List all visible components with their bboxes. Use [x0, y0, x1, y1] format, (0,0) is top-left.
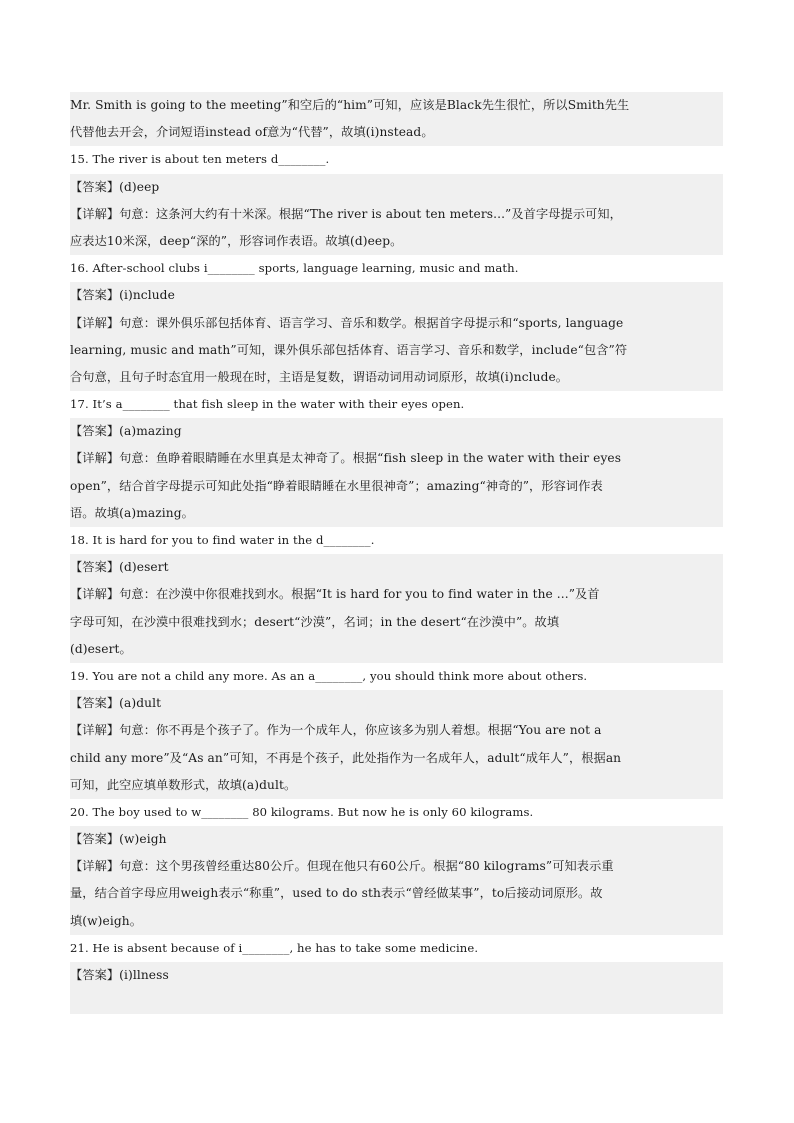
answer-17: 【答案】(a)mazing — [70, 418, 723, 445]
question-16: 16. After-school clubs i________ sports, language learning, music and math. — [70, 255, 723, 282]
explanation-18-line: (d)esert。 — [70, 636, 723, 663]
explanation-17-line: 语。故填(a)mazing。 — [70, 500, 723, 527]
question-18: 18. It is hard for you to find water in the d________. — [70, 527, 723, 554]
document-body — [70, 92, 723, 1014]
explanation-15-line: 【详解】句意：这条河大约有十米深。根据“The river is about ten meters...”及首字母提示可知， — [70, 201, 723, 228]
explanation-17-line: 【详解】句意：鱼睁着眼睛睡在水里真是太神奇了。根据“fish sleep in the water with their eyes — [70, 445, 723, 472]
answer-16: 【答案】(i)nclude — [70, 282, 723, 309]
question-19: 19. You are not a child any more. As an a________, you should think more about others. — [70, 663, 723, 690]
answer-15: 【答案】(d)eep — [70, 174, 723, 201]
explanation-16-line: learning, music and math”可知，课外俱乐部包括体育、语言学习、音乐和数学，include“包含”符 — [70, 337, 723, 364]
answer-21: 【答案】(i)llness — [70, 962, 723, 989]
explanation-line: Mr. Smith is going to the meeting”和空后的“him”可知，应该是Black先生很忙，所以Smith先生 — [70, 92, 723, 119]
explanation-18-line: 【详解】句意：在沙漠中你很难找到水。根据“It is hard for you to find water in the ...”及首 — [70, 581, 723, 608]
question-15: 15. The river is about ten meters d________. — [70, 146, 723, 173]
answer-20: 【答案】(w)eigh — [70, 826, 723, 853]
explanation-19-line: 可知，此空应填单数形式，故填(a)dult。 — [70, 772, 723, 799]
question-21: 21. He is absent because of i________, he has to take some medicine. — [70, 935, 723, 962]
explanation-21-placeholder — [70, 989, 723, 1014]
question-20: 20. The boy used to w________ 80 kilograms. But now he is only 60 kilograms. — [70, 799, 723, 826]
explanation-20-line: 填(w)eigh。 — [70, 908, 723, 935]
explanation-15-line: 应表达10米深，deep“深的”，形容词作表语。故填(d)eep。 — [70, 228, 723, 255]
explanation-18-line: 字母可知，在沙漠中很难找到水；desert“沙漠”，名词；in the desert“在沙漠中”。故填 — [70, 609, 723, 636]
question-17: 17. It’s a________ that fish sleep in the water with their eyes open. — [70, 391, 723, 418]
explanation-16-line: 合句意，且句子时态宜用一般现在时，主语是复数，谓语动词用动词原形，故填(i)nclude。 — [70, 364, 723, 391]
explanation-16-line: 【详解】句意：课外俱乐部包括体育、语言学习、音乐和数学。根据首字母提示和“sports, language — [70, 310, 723, 337]
explanation-20-line: 【详解】句意：这个男孩曾经重达80公斤。但现在他只有60公斤。根据“80 kilograms”可知表示重 — [70, 853, 723, 880]
explanation-line: 代替他去开会，介词短语instead of意为“代替”，故填(i)nstead。 — [70, 119, 723, 146]
explanation-17-line: open”，结合首字母提示可知此处指“睁着眼睛睡在水里很神奇”；amazing“神奇的”，形容词作表 — [70, 473, 723, 500]
answer-18: 【答案】(d)esert — [70, 554, 723, 581]
explanation-20-line: 量，结合首字母应用weigh表示“称重”，used to do sth表示“曾经做某事”，to后接动词原形。故 — [70, 880, 723, 907]
explanation-19-line: 【详解】句意：你不再是个孩子了。作为一个成年人，你应该多为别人着想。根据“You are not a — [70, 717, 723, 744]
explanation-19-line: child any more”及“As an”可知，不再是个孩子，此处指作为一名成年人，adult“成年人”，根据an — [70, 745, 723, 772]
answer-19: 【答案】(a)dult — [70, 690, 723, 717]
